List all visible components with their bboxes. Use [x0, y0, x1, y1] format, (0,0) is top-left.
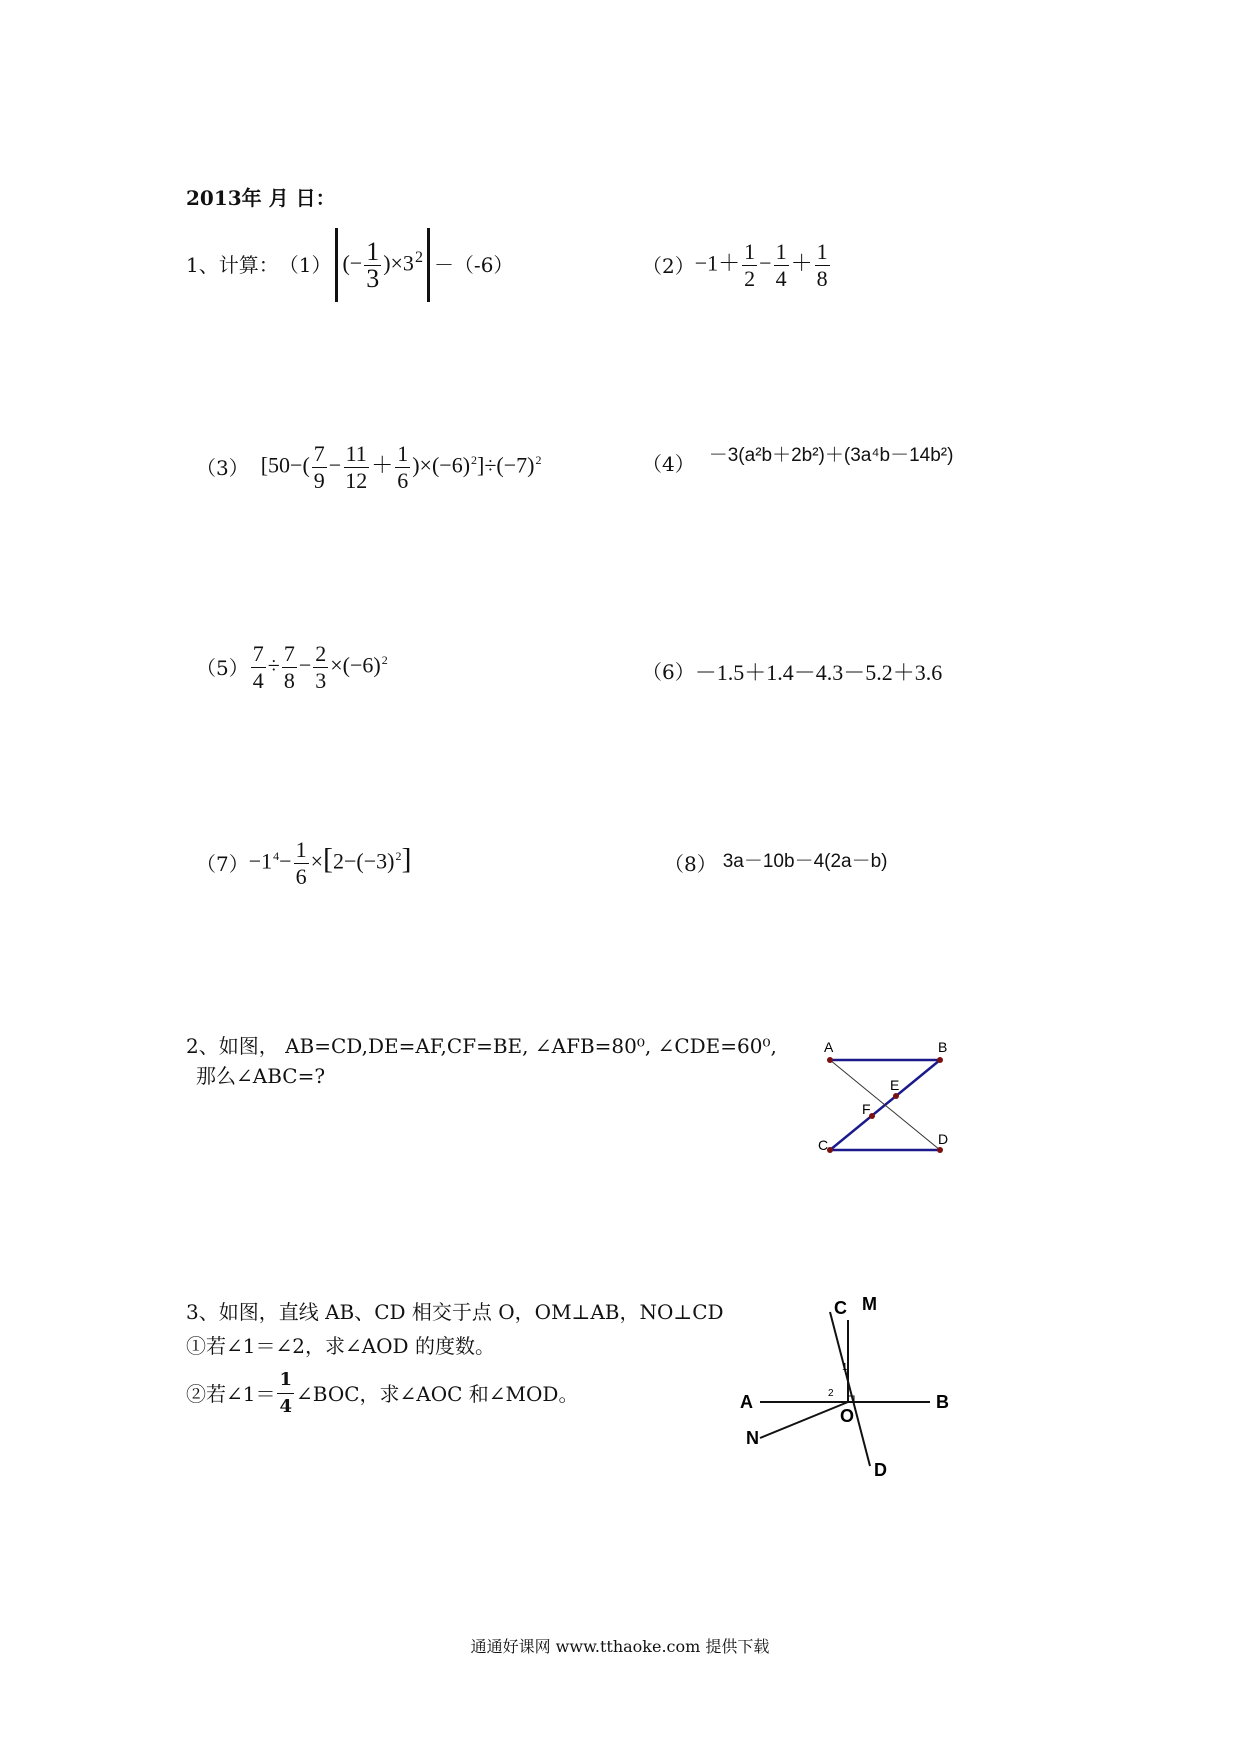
- abs-bar-right: [427, 228, 430, 302]
- problem-1-5-number: （5）: [196, 655, 249, 680]
- question-3-fraction-num: 1: [277, 1368, 294, 1394]
- point-d: [937, 1147, 943, 1153]
- label-d: D: [874, 1460, 887, 1480]
- problem-1-8: [664, 852, 888, 876]
- label-b: B: [936, 1392, 949, 1412]
- problem-1-1-number: （1）: [278, 253, 332, 277]
- question-1-label: 1、计算：: [186, 253, 279, 277]
- label-angle-2: 2: [828, 1388, 834, 1399]
- problem-1-3-number: （3）: [196, 455, 249, 480]
- problem-1-7-number: （7）: [196, 851, 249, 876]
- problem-1-3: [196, 442, 542, 493]
- question-3-line-3-pre: ②若∠1＝: [186, 1381, 276, 1406]
- label-m: M: [862, 1294, 877, 1314]
- problem-1-4-expr: －3(a²b＋2b²)＋(3a⁴b－14b²): [708, 444, 954, 466]
- point-b: [937, 1057, 943, 1063]
- page-footer: 通通好课网 www.tthaoke.com 提供下载: [470, 1637, 770, 1656]
- problem-1-7: [196, 838, 411, 889]
- label-c: C: [834, 1298, 847, 1318]
- label-e: E: [890, 1077, 900, 1093]
- problem-1-6-expr: －1.5＋1.4－4.3－5.2＋3.6: [694, 660, 943, 685]
- problem-1-2-number: （2）: [642, 253, 695, 278]
- problem-1-5: [196, 642, 388, 693]
- question-3-line-2: ①若∠1＝∠2，求∠AOD 的度数。: [186, 1334, 495, 1358]
- problem-1-1-tail: －（-6）: [433, 253, 514, 277]
- question-3-fraction-den: 4: [279, 1396, 293, 1417]
- label-f: F: [862, 1101, 871, 1117]
- problem-1-7-expr: $-1^4-$ $\frac{1}{6}$ $\times[2-(-3)^2]$: [248, 837, 412, 889]
- line-cd: [830, 1312, 870, 1466]
- label-n: N: [746, 1428, 759, 1448]
- problem-1-1-expr: (− $\frac{1}{3}$ )$\times 3^2$: [342, 236, 423, 293]
- question-3-line-3-post: ∠BOC，求∠AOC 和∠MOD。: [296, 1381, 579, 1406]
- problem-1-6: [642, 656, 942, 687]
- ray-on: [760, 1402, 848, 1438]
- label-angle-1: 1: [842, 1362, 848, 1373]
- label-d: D: [938, 1131, 949, 1147]
- point-a: [827, 1057, 833, 1063]
- problem-1-6-number: （6）: [642, 659, 695, 684]
- question-3-line-3: [186, 1368, 578, 1419]
- question-3-line-1: 3、如图，直线 AB、CD 相交于点 O，OM⊥AB，NO⊥CD: [186, 1300, 724, 1324]
- problem-1-4: [642, 444, 954, 476]
- problem-1-8-expr: 3a－10b－4(2a－b): [722, 850, 888, 872]
- question-2-line-2: 那么∠ABC=?: [196, 1064, 326, 1088]
- page-date: 2013年 月 日：: [186, 186, 336, 210]
- problem-1-2-expr: −1＋ $\frac{1}{2}$ − $\frac{1}{4}$ ＋ $\frac{1}{8}$: [694, 239, 828, 291]
- abs-bar-left: [335, 228, 338, 302]
- question-3-fraction: [277, 1368, 294, 1419]
- label-b: B: [938, 1039, 948, 1055]
- label-o: O: [840, 1406, 855, 1426]
- problem-1-1: [186, 228, 513, 302]
- problem-1-8-number: （8）: [664, 852, 717, 876]
- figure-q2: [810, 1036, 970, 1156]
- label-c: C: [818, 1137, 829, 1153]
- problem-1-5-expr: $\frac{7}{4}$ ÷ $\frac{7}{8}$ − $\frac{2}{3}$ $\times(-6)^2$: [252, 641, 388, 693]
- point-e: [893, 1093, 899, 1099]
- label-a: A: [824, 1039, 834, 1055]
- problem-1-2: [642, 240, 832, 291]
- figure-q3: [730, 1290, 960, 1480]
- question-2-line-1: 2、如图， AB=CD,DE=AF,CF=BE, ∠AFB=80⁰, ∠CDE=60⁰,: [186, 1034, 777, 1058]
- problem-1-4-number: （4）: [642, 452, 695, 476]
- problem-1-3-expr: [50−( $\frac{7}{9}$ − $\frac{11}{12}$ ＋ $\frac{1}{6}$ )$\times(-6)^2]\div(-7)^2$: [260, 441, 542, 493]
- label-a: A: [740, 1392, 753, 1412]
